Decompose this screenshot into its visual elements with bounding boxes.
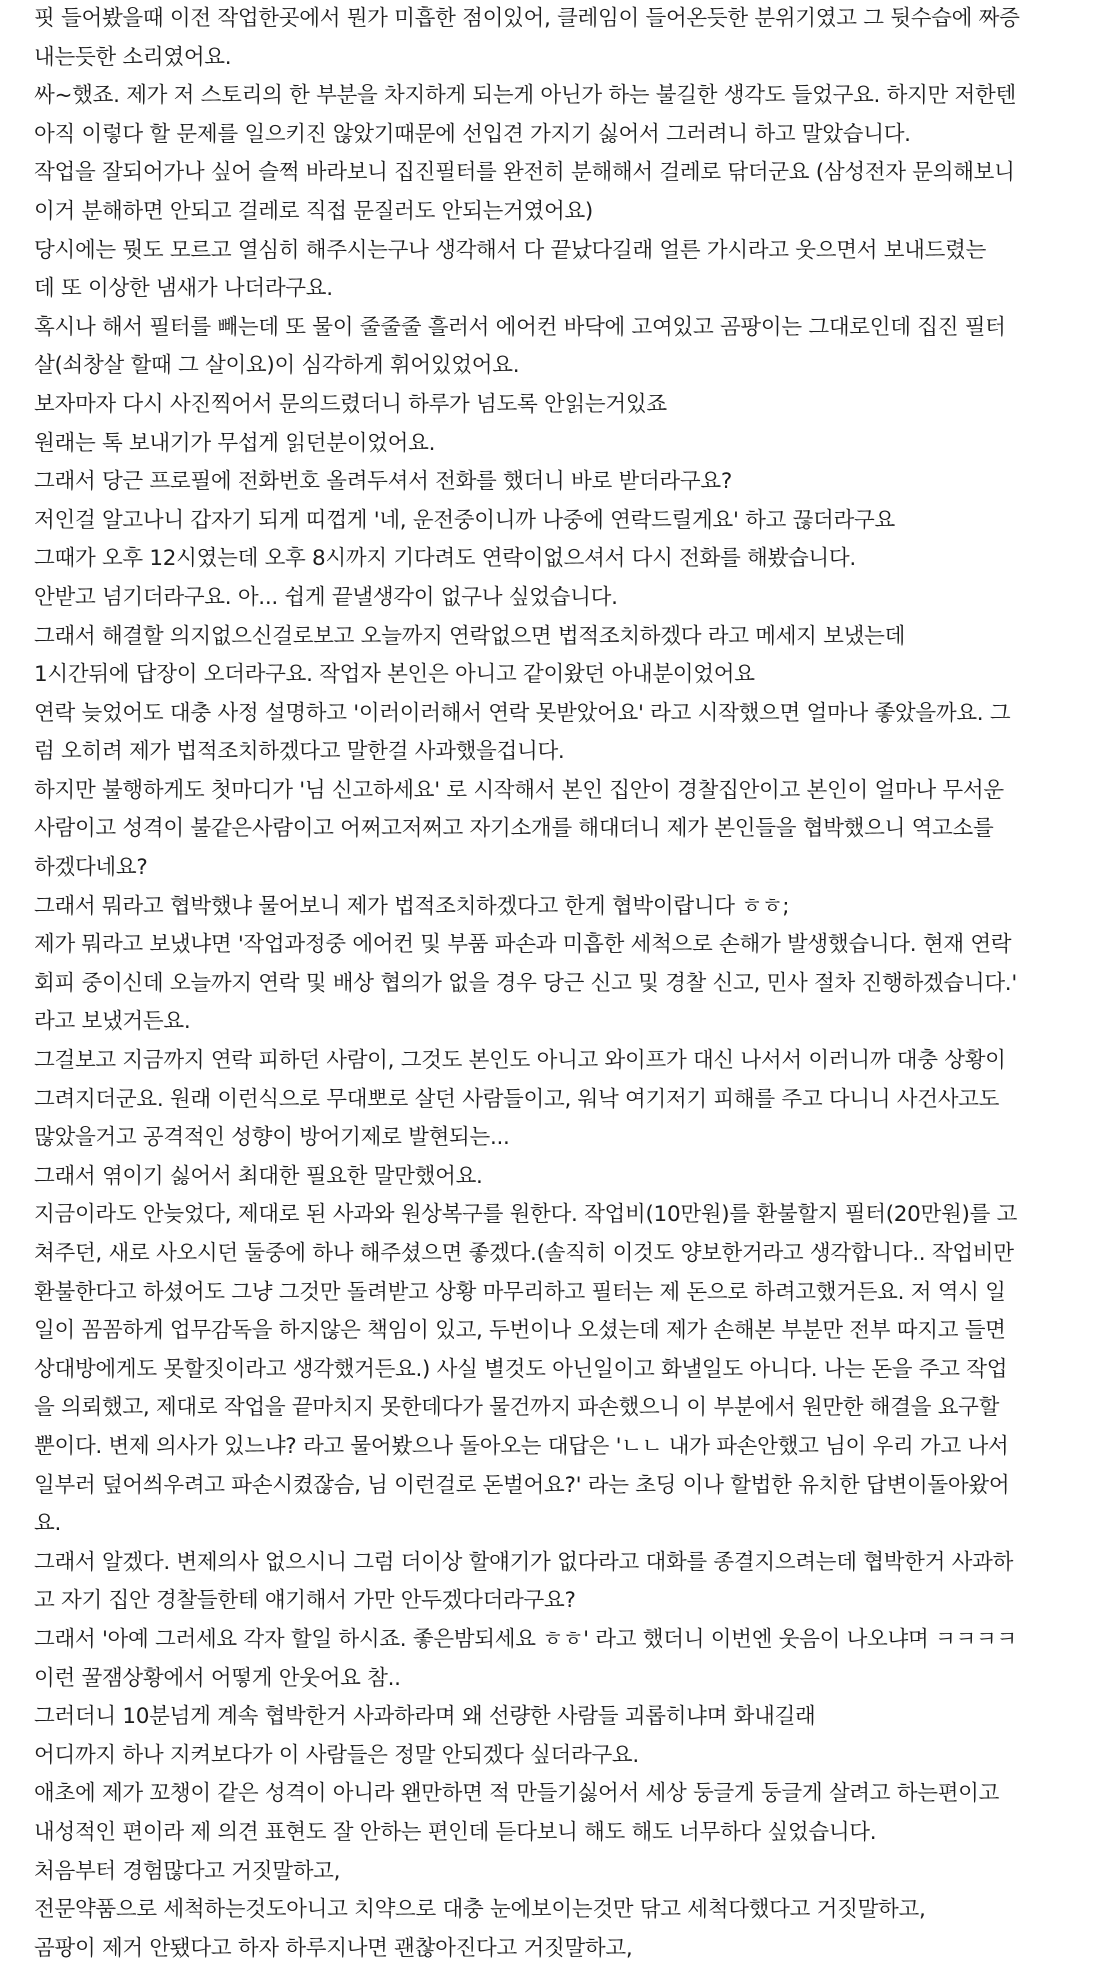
- post-text-line: 혹시나 해서 필터를 빼는데 또 물이 줄줄줄 흘러서 에어컨 바닥에 고여있고 곰팡이는 그대로인데 집진 필터: [34, 314, 1006, 340]
- post-text-line: 원래는 톡 보내기가 무섭게 읽던분이었어요.: [34, 430, 436, 456]
- post-text-line: 많았을거고 공격적인 성향이 방어기제로 발현되는...: [34, 1125, 510, 1151]
- post-text-line: 그래서 당근 프로필에 전화번호 올려두셔서 전화를 했더니 바로 받더라구요?: [34, 469, 732, 495]
- post-text-line: 연락 늦었어도 대충 사정 설명하고 '이러이러해서 연락 못받았어요' 라고 시작했으면 얼마나 좋았을까요. 그: [34, 700, 1011, 726]
- post-text-line: 그걸보고 지금까지 연락 피하던 사람이, 그것도 본인도 아니고 와이프가 대신 나서서 이러니까 대충 상황이: [34, 1048, 1006, 1074]
- post-text-line: 고 자기 집안 경찰들한테 얘기해서 가만 안두겠다더라구요?: [34, 1588, 576, 1614]
- post-text-line: 전문약품으로 세척하는것도아니고 치약으로 대충 눈에보이는것만 닦고 세척다했다고 거짓말하고,: [34, 1897, 926, 1923]
- post-text-line: 아직 이렇다 할 문제를 일으키진 않았기때문에 선입견 가지기 싫어서 그러려니 하고 말았습니다.: [34, 121, 911, 147]
- post-text-line: 요.: [34, 1511, 62, 1537]
- post-text-line: 데 또 이상한 냄새가 나더라구요.: [34, 276, 333, 302]
- post-text-line: 상대방에게도 못할짓이라고 생각했거든요.) 사실 별것도 아닌일이고 화낼일도 아니다. 나는 돈을 주고 작업: [34, 1356, 1008, 1382]
- post-text-line: 그때가 오후 12시였는데 오후 8시까지 기다려도 연락이없으셔서 다시 전화를 해봤습니다.: [34, 546, 856, 572]
- post-text-line: 1시간뒤에 답장이 오더라구요. 작업자 본인은 아니고 같이왔던 아내분이었어요: [34, 662, 755, 688]
- post-text-line: 살(쇠창살 할때 그 살이요)이 심각하게 휘어있었어요.: [34, 353, 520, 379]
- post-text-line: 지금이라도 안늦었다, 제대로 된 사과와 원상복구를 원한다. 작업비(10만원)를 환불할지 필터(20만원)를 고: [34, 1202, 1018, 1228]
- post-text-line: 그러더니 10분넘게 계속 협박한거 사과하라며 왜 선량한 사람들 괴롭히냐며 화내길래: [34, 1704, 816, 1730]
- post-text-line: 그래서 엮이기 싫어서 최대한 필요한 말만했어요.: [34, 1163, 483, 1189]
- post-text-line: 어디까지 하나 지켜보다가 이 사람들은 정말 안되겠다 싶더라구요.: [34, 1742, 639, 1768]
- post-text-line: 럼 오히려 제가 법적조치하겠다고 말한걸 사과했을겁니다.: [34, 739, 565, 765]
- post-text-line: 그래서 '아예 그러세요 각자 할일 하시죠. 좋은밤되세요 ㅎㅎ' 라고 했더니 이번엔 웃음이 나오냐며 ㅋㅋㅋㅋ: [34, 1626, 1017, 1652]
- post-text-line: 곰팡이 제거 안됐다고 하자 하루지나면 괜찮아진다고 거짓말하고,: [34, 1935, 633, 1961]
- post-text-line: 애초에 제가 꼬챙이 같은 성격이 아니라 왠만하면 적 만들기싫어서 세상 둥글게 둥글게 살려고 하는편이고: [34, 1781, 1000, 1807]
- post-text-line: 처음부터 경험많다고 거짓말하고,: [34, 1858, 341, 1884]
- post-text-line: 일이 꼼꼼하게 업무감독을 하지않은 책임이 있고, 두번이나 오셨는데 제가 손해본 부분만 전부 따지고 들면: [34, 1318, 1006, 1344]
- post-text-line: 핏 들어봤을때 이전 작업한곳에서 뭔가 미흡한 점이있어, 클레임이 들어온듯한 분위기였고 그 뒷수습에 짜증: [34, 6, 1020, 31]
- post-text-line: 환불한다고 하셨어도 그냥 그것만 돌려받고 상황 마무리하고 필터는 제 돈으로 하려고했거든요. 저 역시 일: [34, 1279, 1006, 1305]
- post-text-line: 뿐이다. 변제 의사가 있느냐? 라고 물어봤으나 돌아오는 대답은 'ㄴㄴ 내가 파손안했고 님이 우리 가고 나서: [34, 1433, 1009, 1459]
- post-text-line: 보자마자 다시 사진찍어서 문의드렸더니 하루가 넘도록 안읽는거있죠: [34, 391, 667, 417]
- post-text-line: 안받고 넘기더라구요. 아... 쉽게 끝낼생각이 없구나 싶었습니다.: [34, 584, 618, 610]
- post-text-line: 하지만 불행하게도 첫마디가 '님 신고하세요' 로 시작해서 본인 집안이 경찰집안이고 본인이 얼마나 무서운: [34, 777, 1004, 803]
- post-text-line: 내성적인 편이라 제 의견 표현도 잘 안하는 편인데 듣다보니 해도 해도 너무하다 싶었습니다.: [34, 1819, 877, 1845]
- post-text-line: 내는듯한 소리였어요.: [34, 44, 232, 70]
- post-text-line: 그래서 알겠다. 변제의사 없으시니 그럼 더이상 할얘기가 없다라고 대화를 종결지으려는데 협박한거 사과하: [34, 1549, 1014, 1575]
- post-text-line: 당시에는 뭣도 모르고 열심히 해주시는구나 생각해서 다 끝났다길래 얼른 가시라고 웃으면서 보내드렸는: [34, 237, 987, 263]
- post-text-line: 제가 뭐라고 보냈냐면 '작업과정중 에어컨 및 부품 파손과 미흡한 세척으로 손해가 발생했습니다. 현재 연락: [34, 932, 1012, 958]
- post-text-line: 그래서 해결할 의지없으신걸로보고 오늘까지 연락없으면 법적조치하겠다 라고 메세지 보냈는데: [34, 623, 906, 649]
- post-text-line: 하겠다네요?: [34, 855, 148, 881]
- post-text-line: 라고 보냈거든요.: [34, 1009, 191, 1035]
- post-text-line: 작업을 잘되어가나 싶어 슬쩍 바라보니 집진필터를 완전히 분해해서 걸레로 닦더군요 (삼성전자 문의해보니: [34, 160, 1015, 186]
- post-text-line: 이거 분해하면 안되고 걸레로 직접 문질러도 안되는거였어요): [34, 198, 594, 224]
- post-text-line: 저인걸 알고나니 갑자기 되게 띠껍게 '네, 운전중이니까 나중에 연락드릴게요' 하고 끊더라구요: [34, 507, 895, 533]
- post-text-line: 싸~했죠. 제가 저 스토리의 한 부분을 차지하게 되는게 아닌가 하는 불길한 생각도 들었구요. 하지만 저한텐: [34, 83, 1016, 109]
- post-text-line: 을 의뢰했고, 제대로 작업을 끝마치지 못한데다가 물건까지 파손했으니 이 부분에서 원만한 해결을 요구할: [34, 1395, 1000, 1421]
- post-text-line: 그려지더군요. 원래 이런식으로 무대뽀로 살던 사람들이고, 워낙 여기저기 피해를 주고 다니니 사건사고도: [34, 1086, 1000, 1112]
- post-text-line: 사람이고 성격이 불같은사람이고 어쩌고저쩌고 자기소개를 해대더니 제가 본인들을 협박했으니 역고소를: [34, 816, 994, 842]
- post-text-line: 회피 중이신데 오늘까지 연락 및 배상 협의가 없을 경우 당근 신고 및 경찰 신고, 민사 절차 진행하겠습니다.': [34, 970, 1017, 996]
- post-text-line: 이런 꿀잼상황에서 어떻게 안웃어요 참..: [34, 1665, 401, 1691]
- post-text-line: 쳐주던, 새로 사오시던 둘중에 하나 해주셨으면 좋겠다.(솔직히 이것도 양보한거라고 생각합니다.. 작업비만: [34, 1241, 1014, 1266]
- post-text-line: 그래서 뭐라고 협박했냐 물어보니 제가 법적조치하겠다고 한게 협박이랍니다 ㅎㅎ;: [34, 893, 790, 919]
- post-text-line: 일부러 덮어씌우려고 파손시켰잖슴, 님 이런걸로 돈벌어요?' 라는 초딩 이나 할법한 유치한 답변이돌아왔어: [34, 1472, 1010, 1498]
